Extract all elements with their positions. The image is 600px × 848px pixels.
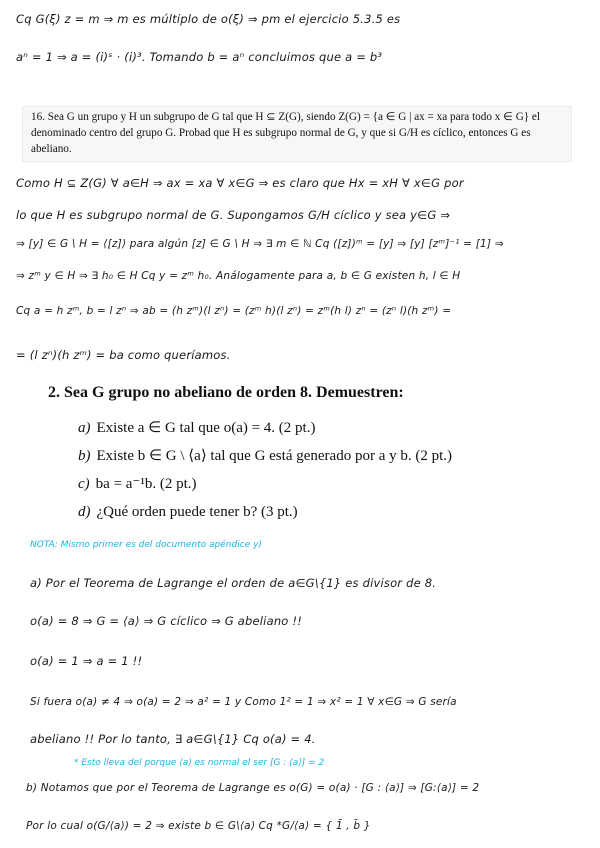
handwritten-line: ⇒ [y] ∈ G \ H = ⟨[z]⟩ para algún [z] ∈ G \ H ⇒ ∃ m ∈ ℕ Cq ([z])ᵐ = [y] ⇒ [y] [zᵐ]⁻¹ = [1] ⇒ [16, 238, 504, 250]
item-text: Existe a ∈ G tal que o(a) = 4. (2 pt.) [96, 420, 316, 436]
item-text: ¿Qué orden puede tener b? (3 pt.) [96, 504, 298, 520]
handwritten-line: o(a) = 1 ⇒ a = 1 !! [30, 654, 143, 668]
problem-2-item-a [78, 418, 315, 437]
item-text: ba = a⁻¹b. (2 pt.) [95, 476, 197, 492]
problem-2-item-b [78, 446, 452, 465]
handwritten-line: Como H ⊆ Z(G) ∀ a∈H ⇒ ax = xa ∀ x∈G ⇒ es claro que Hx = xH ∀ x∈G por [16, 176, 464, 190]
problem-16-box [22, 106, 572, 162]
problem-16-number: 16. [31, 111, 45, 123]
item-label: c) [78, 476, 90, 492]
handwritten-line: Cq G(ξ) z = m ⇒ m es múltiplo de o(ξ) ⇒ pm el ejercicio 5.3.5 es [16, 12, 401, 26]
item-label: b) [78, 448, 91, 464]
handwritten-line: Por lo cual o(G/⟨a⟩) = 2 ⇒ existe b ∈ G\⟨a⟩ Cq *G/⟨a⟩ = { 1̄ , b̄ } [26, 820, 371, 832]
handwritten-line: lo que H es subgrupo normal de G. Supongamos G/H cíclico y sea y∈G ⇒ [16, 208, 451, 222]
problem-2-item-c [78, 474, 197, 493]
handwritten-line: ⇒ zᵐ y ∈ H ⇒ ∃ h₀ ∈ H Cq y = zᵐ h₀. Análogamente para a, b ∈ G existen h, l ∈ H [16, 270, 461, 282]
handwritten-line: aⁿ = 1 ⇒ a = (i)ˢ · (i)³. Tomando b = aⁿ concluimos que a = b³ [16, 50, 383, 64]
item-label: a) [78, 420, 91, 436]
handwritten-line: abeliano !! Por lo tanto, ∃ a∈G\{1} Cq o(a) = 4. [30, 732, 316, 746]
problem-16-text [23, 107, 571, 157]
problem-2-title: 2. Sea G grupo no abeliano de orden 8. Demuestren: [48, 384, 404, 401]
item-label: d) [78, 504, 91, 520]
handwritten-line: = (l zⁿ)(h zᵐ) = ba como queríamos. [16, 348, 231, 362]
problem-2-item-d [78, 504, 298, 521]
handwritten-line: Cq a = h zᵐ, b = l zⁿ ⇒ ab = (h zᵐ)(l zⁿ) = (zᵐ h)(l zⁿ) = zᵐ(h l) zⁿ = (zⁿ l)(h zᵐ) = [16, 305, 452, 317]
cyan-note: NOTA: Mismo primer es del documento apéndice y) [30, 540, 262, 550]
handwritten-line: Si fuera o(a) ≠ 4 ⇒ o(a) = 2 ⇒ a² = 1 y Como 1² = 1 ⇒ x² = 1 ∀ x∈G ⇒ G sería [30, 696, 457, 708]
cyan-note-2: * Esto lleva del porque ⟨a⟩ es normal el ser [G : ⟨a⟩] = 2 [74, 758, 325, 768]
handwritten-line: b) Notamos que por el Teorema de Lagrange es o(G) = o(a) · [G : ⟨a⟩] ⇒ [G:⟨a⟩] = 2 [26, 782, 480, 794]
problem-16-statement: Sea G un grupo y H un subgrupo de G tal que H ⊆ Z(G), siendo Z(G) = {a ∈ G | ax = xa para todo x ∈ G} el denominado centro del grupo G. Probad que H es subgrupo normal de G, y que si G/H es cíclico, entonces G es abeliano. [31, 111, 541, 155]
handwritten-line: a) Por el Teorema de Lagrange el orden de a∈G\{1} es divisor de 8. [30, 576, 437, 590]
handwritten-line: o(a) = 8 ⇒ G = ⟨a⟩ ⇒ G cíclico ⇒ G abeliano !! [30, 614, 303, 628]
item-text: Existe b ∈ G \ ⟨a⟩ tal que G está generado por a y b. (2 pt.) [96, 448, 453, 464]
